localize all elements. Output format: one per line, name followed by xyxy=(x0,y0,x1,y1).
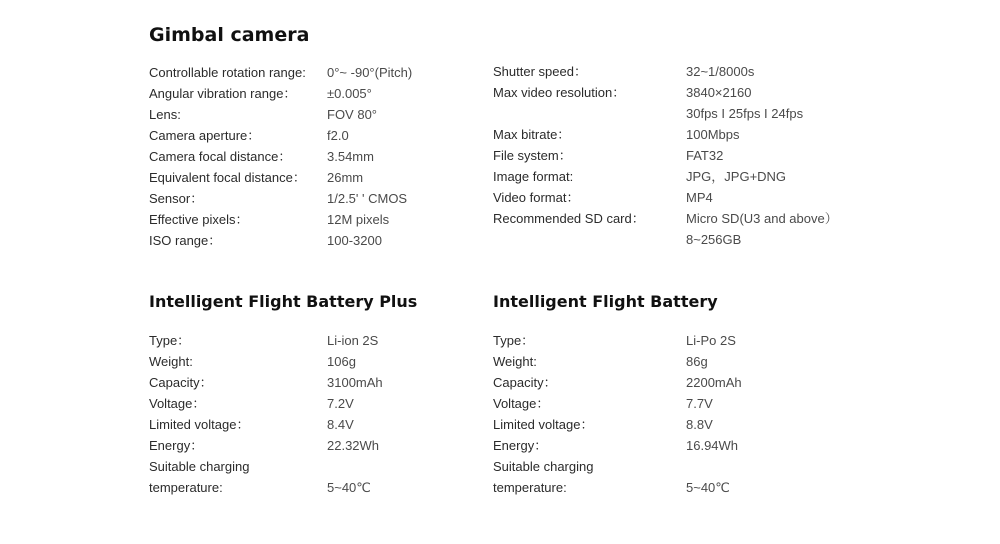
spec-value: JPG，JPG+DNG xyxy=(686,169,787,184)
spec-row xyxy=(493,103,823,124)
spec-row xyxy=(493,435,823,456)
spec-row xyxy=(149,125,479,146)
spec-row xyxy=(493,414,823,435)
spec-label: Suitable charging xyxy=(149,459,250,474)
spec-label: ISO range： xyxy=(149,233,222,248)
spec-value: Li-ion 2S xyxy=(327,333,379,348)
spec-value: 22.32Wh xyxy=(327,438,380,453)
spec-row xyxy=(493,61,823,82)
gimbal-camera-title: Gimbal camera xyxy=(149,24,310,46)
spec-label: Energy： xyxy=(149,438,204,453)
spec-value: MP4 xyxy=(686,190,713,205)
spec-value: 2200mAh xyxy=(686,375,742,390)
spec-value: 3.54mm xyxy=(327,149,374,164)
spec-value: 1/2.5' ' CMOS xyxy=(327,191,408,206)
spec-label: Weight: xyxy=(149,354,193,369)
spec-value: 16.94Wh xyxy=(686,438,739,453)
spec-row xyxy=(149,188,479,209)
spec-row xyxy=(149,230,479,251)
spec-value: ±0.005° xyxy=(327,86,372,101)
spec-value: 0°~ -90°(Pitch) xyxy=(327,65,413,80)
spec-row xyxy=(149,372,479,393)
spec-value: 7.7V xyxy=(686,396,713,411)
spec-row xyxy=(149,477,479,498)
spec-label: Type： xyxy=(149,333,191,348)
spec-label: Shutter speed： xyxy=(493,64,587,79)
spec-label: Camera focal distance： xyxy=(149,149,292,164)
spec-value: 8.4V xyxy=(327,417,354,432)
spec-label: Max bitrate： xyxy=(493,127,571,142)
spec-row xyxy=(493,393,823,414)
spec-label: Weight: xyxy=(493,354,537,369)
spec-value: 5~40℃ xyxy=(686,480,730,495)
spec-row xyxy=(493,351,823,372)
spec-label: Voltage： xyxy=(493,396,550,411)
spec-label: Limited voltage： xyxy=(149,417,250,432)
spec-value: FAT32 xyxy=(686,148,724,163)
spec-row xyxy=(493,456,823,477)
spec-row xyxy=(149,209,479,230)
spec-row xyxy=(149,167,479,188)
spec-value: 86g xyxy=(686,354,708,369)
spec-row xyxy=(493,477,823,498)
spec-row xyxy=(493,372,823,393)
spec-row xyxy=(493,330,823,351)
spec-value: 100Mbps xyxy=(686,127,740,142)
spec-label: Equivalent focal distance： xyxy=(149,170,306,185)
spec-label: Capacity： xyxy=(149,375,213,390)
spec-row xyxy=(149,414,479,435)
spec-value: 3100mAh xyxy=(327,375,383,390)
spec-row xyxy=(149,393,479,414)
spec-label: Video format： xyxy=(493,190,580,205)
spec-row xyxy=(493,229,823,250)
spec-value: 100-3200 xyxy=(327,233,382,248)
spec-row xyxy=(149,146,479,167)
spec-label: Angular vibration range： xyxy=(149,86,297,101)
spec-value: Li-Po 2S xyxy=(686,333,736,348)
spec-value: FOV 80° xyxy=(327,107,377,122)
spec-label: Controllable rotation range: xyxy=(149,65,306,80)
spec-label: Max video resolution： xyxy=(493,85,626,100)
spec-label: Limited voltage： xyxy=(493,417,594,432)
spec-value: Micro SD(U3 and above） xyxy=(686,211,838,226)
spec-value: 26mm xyxy=(327,170,364,185)
spec-value: f2.0 xyxy=(327,128,349,143)
spec-label: Capacity： xyxy=(493,375,557,390)
spec-label: Effective pixels： xyxy=(149,212,249,227)
spec-value: 12M pixels xyxy=(327,212,390,227)
spec-label: temperature: xyxy=(149,480,223,495)
spec-label: Sensor： xyxy=(149,191,204,206)
spec-label: Voltage： xyxy=(149,396,206,411)
spec-label: Image format: xyxy=(493,169,574,184)
spec-row xyxy=(149,330,479,351)
spec-row xyxy=(149,62,479,83)
spec-row xyxy=(149,456,479,477)
spec-row xyxy=(493,166,823,187)
spec-value: 32~1/8000s xyxy=(686,64,755,79)
spec-label: Camera aperture： xyxy=(149,128,261,143)
spec-row xyxy=(493,187,823,208)
spec-row xyxy=(493,124,823,145)
spec-value: 30fps I 25fps I 24fps xyxy=(686,106,804,121)
spec-label: temperature: xyxy=(493,480,567,495)
battery-title: Intelligent Flight Battery xyxy=(493,292,718,311)
spec-row xyxy=(149,104,479,125)
spec-label: Suitable charging xyxy=(493,459,594,474)
spec-label: Recommended SD card： xyxy=(493,211,645,226)
spec-row xyxy=(493,145,823,166)
spec-value: 8~256GB xyxy=(686,232,742,247)
spec-row xyxy=(493,208,838,229)
spec-row xyxy=(149,351,479,372)
spec-value: 106g xyxy=(327,354,356,369)
spec-row xyxy=(149,435,479,456)
spec-label: Lens: xyxy=(149,107,181,122)
spec-label: File system： xyxy=(493,148,572,163)
spec-label: Type： xyxy=(493,333,535,348)
spec-value: 3840×2160 xyxy=(686,85,752,100)
spec-label: Energy： xyxy=(493,438,548,453)
spec-value: 8.8V xyxy=(686,417,713,432)
spec-value: 5~40℃ xyxy=(327,480,371,495)
spec-row xyxy=(149,83,479,104)
spec-value: 7.2V xyxy=(327,396,354,411)
battery-plus-title: Intelligent Flight Battery Plus xyxy=(149,292,418,311)
spec-row xyxy=(493,82,823,103)
